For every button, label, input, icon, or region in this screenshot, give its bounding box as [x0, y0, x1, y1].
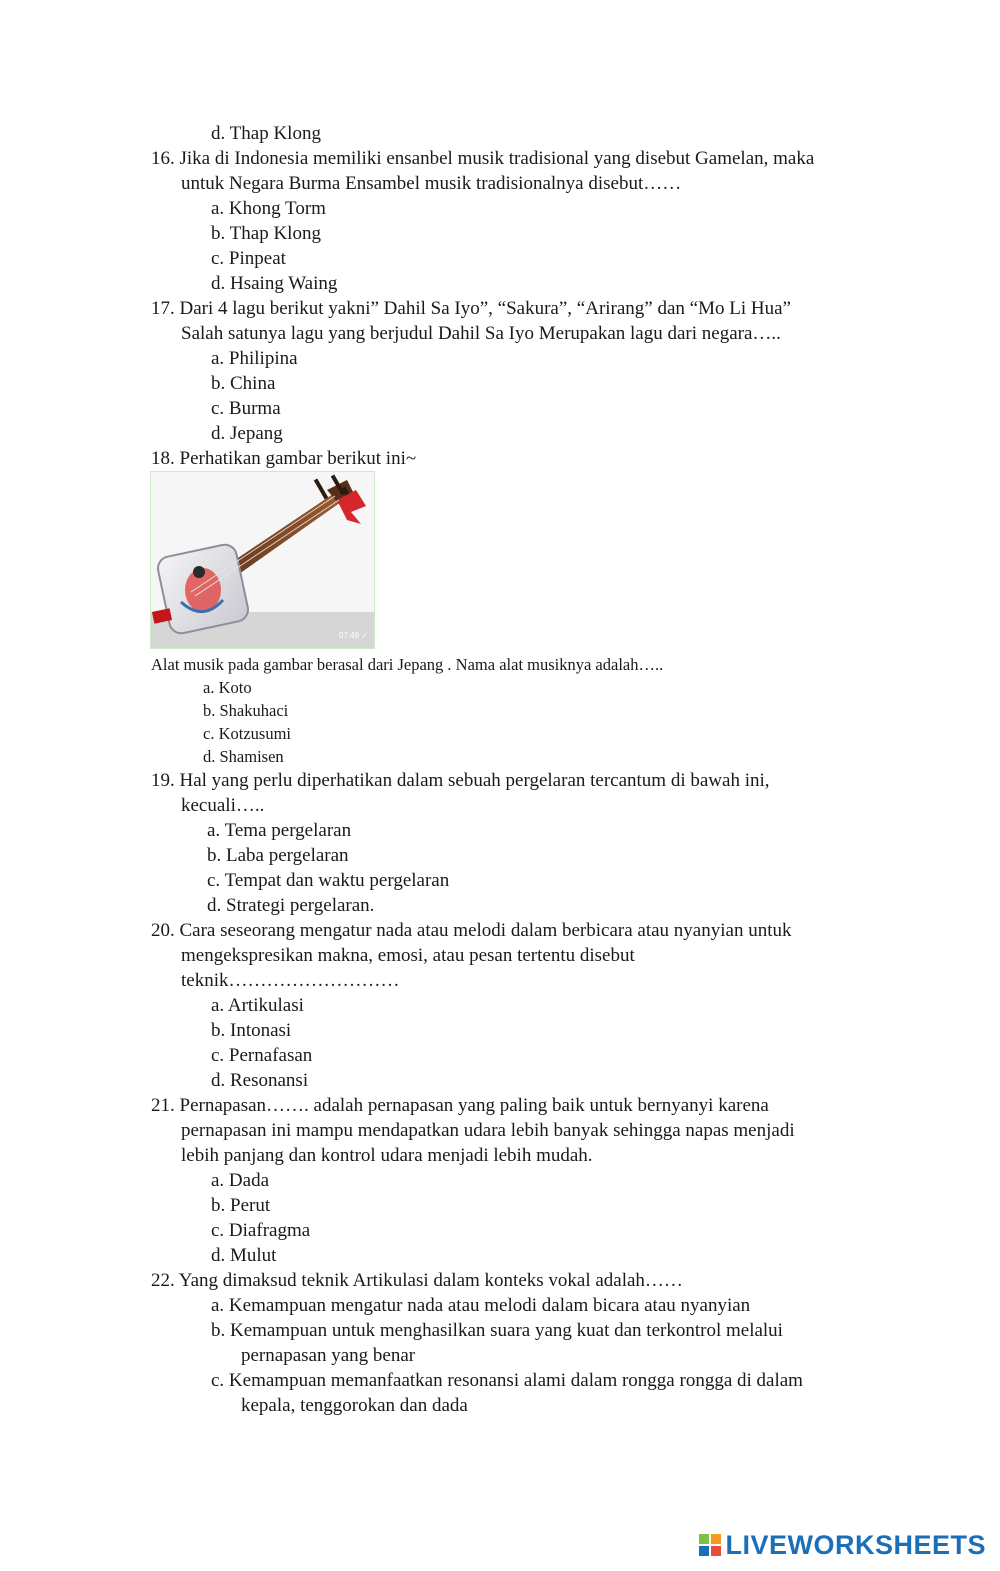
option-text: d. Thap Klong: [211, 123, 321, 144]
question-text: mengekspresikan makna, emosi, atau pesan tertentu disebut: [181, 945, 635, 966]
option-text: a. Dada: [211, 1170, 270, 1191]
question-16: 16. Jika di Indonesia memiliki ensanbel musik tradisional yang disebut Gamelan, maka: [151, 148, 815, 169]
option-text: d. Mulut: [211, 1245, 277, 1266]
option-text: a. Kemampuan mengatur nada atau melodi dalam bicara atau nyanyian: [211, 1295, 751, 1316]
shamisen-illustration: [151, 472, 375, 649]
option-text: c. Kemampuan memanfaatkan resonansi alami dalam rongga rongga di dalam: [211, 1370, 803, 1391]
question-17: 17. Dari 4 lagu berikut yakni” Dahil Sa Iyo”, “Sakura”, “Arirang” dan “Mo Li Hua”: [151, 298, 791, 319]
shamisen-photo: [150, 471, 375, 649]
option-text: b. China: [211, 373, 276, 394]
question-18: 18. Perhatikan gambar berikut ini~: [151, 448, 417, 469]
option-text: b. Perut: [211, 1195, 271, 1216]
option-text: b. Laba pergelaran: [207, 845, 349, 866]
option-text: b. Thap Klong: [211, 223, 321, 244]
option-text: d. Hsaing Waing: [211, 273, 338, 294]
question-text: teknik………………………: [181, 970, 400, 991]
liveworksheets-logo[interactable]: [699, 1529, 986, 1561]
question-text: pernapasan ini mampu mendapatkan udara lebih banyak sehingga napas menjadi: [181, 1120, 795, 1141]
option-text: a. Tema pergelaran: [207, 820, 352, 841]
option-text: a. Philipina: [211, 348, 298, 369]
option-text: c. Pernafasan: [211, 1045, 313, 1066]
option-text: c. Burma: [211, 398, 281, 419]
question-text: untuk Negara Burma Ensambel musik tradisionalnya disebut……: [181, 173, 682, 194]
question-20: 20. Cara seseorang mengatur nada atau melodi dalam berbicara atau nyanyian untuk: [151, 920, 792, 941]
option-text: a. Khong Torm: [211, 198, 326, 219]
photo-timestamp: 07:49 ✓: [339, 631, 368, 640]
question-text: kecuali…..: [181, 795, 265, 816]
option-text: kepala, tenggorokan dan dada: [241, 1395, 468, 1416]
option-text: c. Pinpeat: [211, 248, 286, 269]
option-text: d. Jepang: [211, 423, 283, 444]
option-text: d. Resonansi: [211, 1070, 309, 1091]
option-text: a. Koto: [203, 678, 252, 697]
option-text: a. Artikulasi: [211, 995, 304, 1016]
question-text: Alat musik pada gambar berasal dari Jepang . Nama alat musiknya adalah…..: [151, 655, 664, 674]
option-text: c. Tempat dan waktu pergelaran: [207, 870, 450, 891]
option-text: d. Strategi pergelaran.: [207, 895, 375, 916]
option-text: d. Shamisen: [203, 747, 284, 766]
option-text: b. Intonasi: [211, 1020, 292, 1041]
logo-text: LIVEWORKSHEETS: [725, 1529, 986, 1560]
option-text: pernapasan yang benar: [241, 1345, 416, 1366]
option-text: c. Diafragma: [211, 1220, 311, 1241]
option-text: b. Shakuhaci: [203, 701, 289, 720]
question-text: lebih panjang dan kontrol udara menjadi lebih mudah.: [181, 1145, 593, 1166]
logo-grid-icon: [699, 1534, 721, 1556]
question-21: 21. Pernapasan……. adalah pernapasan yang paling baik untuk bernyanyi karena: [151, 1095, 769, 1116]
question-19: 19. Hal yang perlu diperhatikan dalam sebuah pergelaran tercantum di bawah ini,: [151, 770, 770, 791]
option-text: c. Kotzusumi: [203, 724, 291, 743]
question-22: 22. Yang dimaksud teknik Artikulasi dalam konteks vokal adalah……: [151, 1270, 683, 1291]
question-text: Salah satunya lagu yang berjudul Dahil Sa Iyo Merupakan lagu dari negara…..: [181, 323, 781, 344]
option-text: b. Kemampuan untuk menghasilkan suara yang kuat dan terkontrol melalui: [211, 1320, 783, 1341]
